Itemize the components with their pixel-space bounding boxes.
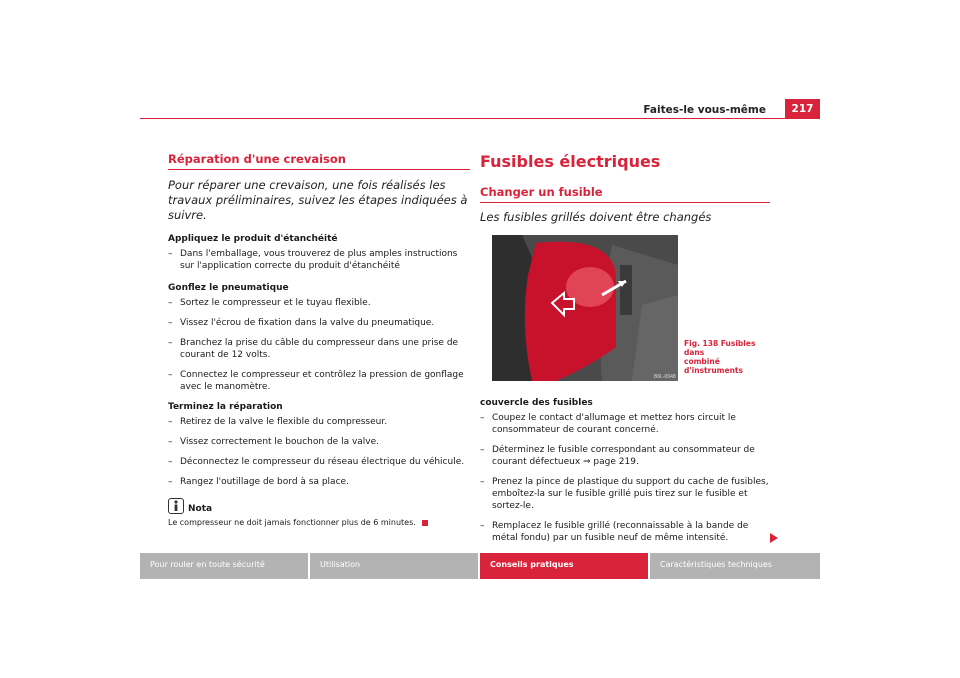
tab-utilisation[interactable]: Utilisation <box>310 553 478 579</box>
continue-arrow-icon <box>770 533 778 543</box>
list-item: – Prenez la pince de plastique du support du cache de fusibles, emboîtez-la sur le fusible grillé puis tirez sur le fusible et sortez-le. <box>480 477 769 511</box>
subheading: Appliquez le produit d'étanchéité <box>168 234 338 244</box>
end-of-section-icon <box>422 520 428 526</box>
section-heading-fuse: Changer un fusible <box>480 185 603 199</box>
intro-text: Les fusibles grillés doivent être changés <box>480 210 712 224</box>
list-item: – Vissez l'écrou de fixation dans la valve du pneumatique. <box>168 318 435 328</box>
page-number: 217 <box>785 99 820 119</box>
header-rule <box>140 118 820 119</box>
intro-text: Pour réparer une crevaison, une fois réalisés les travaux préliminaires, suivez les étapes indiquées à suivre. <box>168 178 468 222</box>
list-item: – Retirez de la valve le flexible du compresseur. <box>168 417 388 427</box>
note-header <box>168 498 470 514</box>
heading-rule <box>168 169 470 170</box>
list-item: – Remplacez le fusible grillé (reconnaissable à la bande de métal fondu) par un fusible neuf de même intensité. <box>480 521 749 543</box>
info-icon <box>168 498 184 514</box>
list-item: – Connectez le compresseur et contrôlez la pression de gonflage avec le manomètre. <box>168 370 464 392</box>
list-item: – Dans l'emballage, vous trouverez de plus amples instructions sur l'application correcte du produit d'étanchéité <box>168 249 458 271</box>
tab-conseils[interactable]: Conseils pratiques <box>480 553 648 579</box>
list-item: – Branchez la prise du câble du compresseur dans une prise de courant de 12 volts. <box>168 338 459 360</box>
fuse-panel-photo <box>492 235 678 381</box>
chapter-title: Fusibles électriques <box>480 152 661 171</box>
figure-code: B6L-0048 <box>654 374 676 380</box>
subheading: Gonflez le pneumatique <box>168 283 289 293</box>
list-item: – Rangez l'outillage de bord à sa place. <box>168 477 349 487</box>
subheading: Terminez la réparation <box>168 402 283 412</box>
footer-nav <box>140 553 820 579</box>
note-text: Le compresseur ne doit jamais fonctionner plus de 6 minutes. <box>168 517 470 528</box>
figure-block <box>480 229 770 381</box>
left-column <box>168 152 470 528</box>
list-item: – Coupez le contact d'allumage et mettez hors circuit le consommateur de courant concerné. <box>480 413 736 435</box>
section-heading-repair: Réparation d'une crevaison <box>168 152 346 166</box>
header-title: Faites-le vous-même <box>643 104 766 116</box>
list-item: – Vissez correctement le bouchon de la valve. <box>168 437 380 447</box>
tab-caracteristiques[interactable]: Caractéristiques techniques <box>650 553 820 579</box>
list-item: – Sortez le compresseur et le tuyau flexible. <box>168 298 371 308</box>
heading-rule <box>480 202 770 203</box>
figure-caption: Fig. 138 Fusibles dans combiné d'instruments <box>684 339 756 375</box>
subheading: couvercle des fusibles <box>480 398 593 408</box>
right-column <box>480 152 770 544</box>
list-item: – Déterminez le fusible correspondant au consommateur de courant défectueux ⇒ page 219. <box>480 445 755 467</box>
note-label: Nota <box>188 504 213 514</box>
tab-securite[interactable]: Pour rouler en toute sécurité <box>140 553 308 579</box>
list-item: – Déconnectez le compresseur du réseau électrique du véhicule. <box>168 457 465 467</box>
